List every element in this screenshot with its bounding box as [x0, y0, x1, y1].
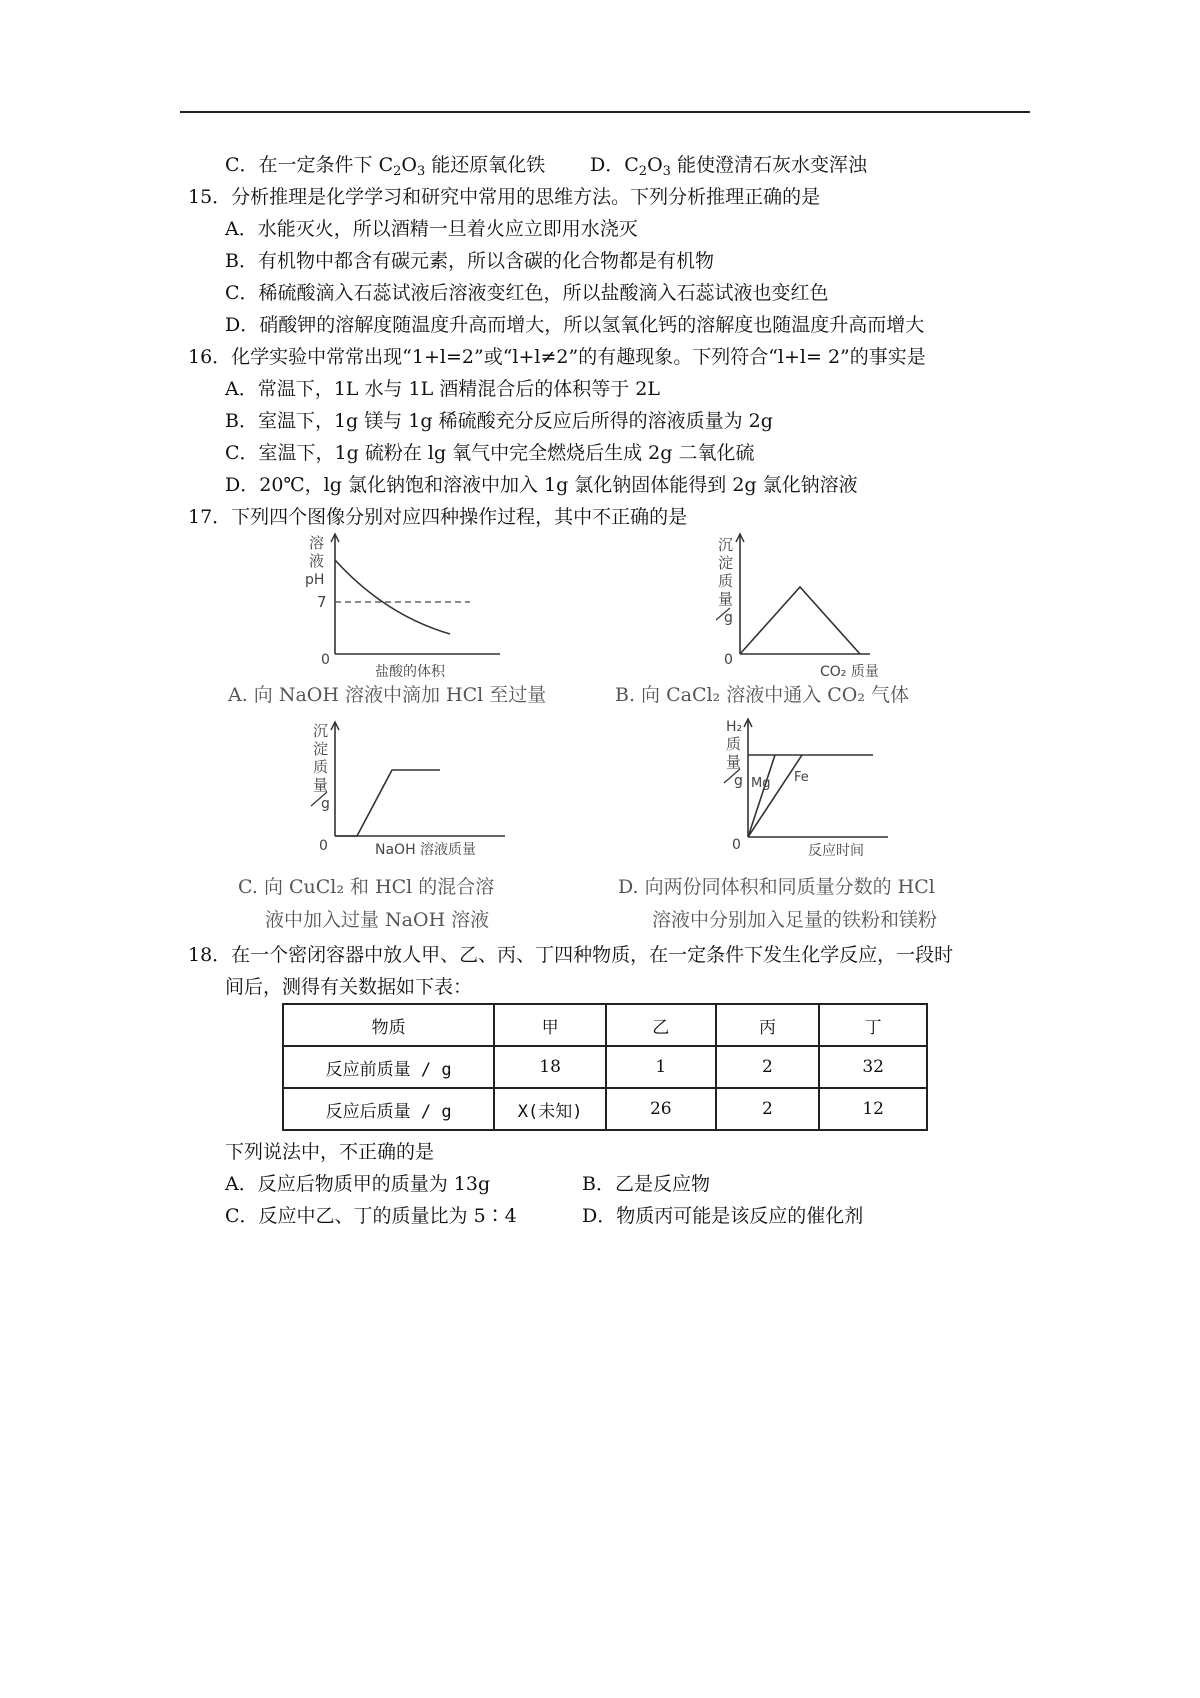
graph-d [718, 715, 918, 864]
graph-b-origin: 0 [724, 652, 733, 668]
graph-d-fe-label: Fe [794, 770, 809, 785]
q18-stem-1: 18．在一个密闭容器中放人甲、乙、丙、丁四种物质，在一定条件下发生化学反应，一段时 [188, 944, 954, 966]
graph-b-xlabel: CO₂ 质量 [820, 664, 879, 680]
graph-a-xlabel: 盐酸的体积 [375, 664, 445, 680]
q16-option-d: D．20℃，lg 氯化钠饱和溶液中加入 1g 氯化钠固体能得到 2g 氯化钠溶液 [225, 474, 858, 496]
graph-a-caption: A. 向 NaOH 溶液中滴加 HCl 至过量 [228, 684, 547, 706]
graph-a-origin: 0 [321, 652, 330, 668]
table-cell: 2 [716, 1088, 820, 1130]
graph-c-ylabel-2: 淀 [313, 740, 329, 758]
graph-d-caption-2: 溶液中分别加入足量的铁粉和镁粉 [652, 909, 938, 931]
graph-b-ylabel-5: g [724, 610, 733, 626]
graph-c-origin: 0 [319, 838, 328, 854]
graph-c [305, 718, 535, 862]
table-cell: 反应后质量 / g [283, 1088, 494, 1130]
table-cell: 2 [716, 1046, 820, 1088]
graph-d-ylabel-4: g [734, 773, 743, 789]
graph-d-mg-line [748, 755, 775, 837]
q15-option-a: A．水能灭火，所以酒精一旦着火应立即用水浇灭 [225, 218, 638, 240]
graph-b-ylabel-2: 淀 [718, 554, 734, 572]
graph-d-caption-1: D. 向两份同体积和同质量分数的 HCl [618, 876, 935, 898]
graph-b-caption: B. 向 CaCl₂ 溶液中通入 CO₂ 气体 [615, 684, 910, 706]
q15-option-b: B．有机物中都含有碳元素，所以含碳的化合物都是有机物 [225, 250, 714, 272]
q18-option-a: A．反应后物质甲的质量为 13g [225, 1173, 491, 1195]
graph-d-ylabel-2: 质 [726, 735, 742, 753]
graph-c-caption-1: C. 向 CuCl₂ 和 HCl 的混合溶 [238, 876, 495, 898]
graph-c-caption-2: 液中加入过量 NaOH 溶液 [265, 909, 490, 931]
table-cell: 12 [819, 1088, 927, 1130]
q18-option-b: B．乙是反应物 [582, 1173, 710, 1195]
graph-a-ylabel-2: 液 [309, 552, 325, 570]
q17-stem: 17．下列四个图像分别对应四种操作过程，其中不正确的是 [188, 506, 688, 528]
q14-option-d: D．$C_2O_3$ 能使澄清石灰水变浑浊 [590, 154, 867, 179]
graph-b-curve [740, 587, 860, 654]
table-cell: 18 [494, 1046, 606, 1088]
q15-option-d: D．硝酸钾的溶解度随温度升高而增大，所以氢氧化钙的溶解度也随温度升高而增大 [225, 314, 925, 336]
table-cell: 26 [606, 1088, 716, 1130]
table-header-cell: 乙 [606, 1004, 716, 1046]
q18-data-table [282, 1003, 928, 1131]
q16-option-a: A．常温下，1L 水与 1L 酒精混合后的体积等于 2L [225, 378, 660, 400]
q18-stem-2: 间后，测得有关数据如下表： [225, 976, 473, 998]
table-row [283, 1046, 927, 1088]
table-cell: 反应前质量 / g [283, 1046, 494, 1088]
graph-b [710, 530, 910, 684]
graph-b-ylabel-3: 质 [718, 572, 734, 590]
graph-d-xlabel: 反应时间 [808, 843, 864, 859]
q18-prompt: 下列说法中，不正确的是 [225, 1141, 435, 1163]
table-header-cell: 甲 [494, 1004, 606, 1046]
table-row [283, 1088, 927, 1130]
q14-option-c: C．在一定条件下 $C_2O_3$ 能还原氧化铁 [225, 154, 546, 179]
graph-c-ylabel-4: 量 [313, 776, 329, 794]
table-header-cell: 丙 [716, 1004, 820, 1046]
graph-a-ylabel-1: 溶 [309, 534, 325, 552]
q16-stem: 16．化学实验中常常出现“1+l=2”或“l+l≠2”的有趣现象。下列符合“l+l= 2”的事实是 [188, 346, 926, 368]
q18-option-c: C．反应中乙、丁的质量比为 5∶4 [225, 1205, 517, 1227]
graph-b-ylabel-4: 量 [718, 590, 734, 608]
table-cell: 32 [819, 1046, 927, 1088]
graph-d-ylabel-3: 量 [726, 753, 742, 771]
graph-a [295, 530, 515, 684]
graph-d-mg-label: Mg [751, 776, 771, 791]
table-header-cell: 物质 [283, 1004, 494, 1046]
table-header-row [283, 1004, 927, 1046]
q15-stem: 15．分析推理是化学学习和研究中常用的思维方法。下列分析推理正确的是 [188, 186, 821, 208]
graph-d-ylabel-1: H₂ [726, 719, 743, 735]
graph-c-ylabel-5: g [321, 796, 330, 812]
q15-option-c: C．稀硫酸滴入石蕊试液后溶液变红色，所以盐酸滴入石蕊试液也变红色 [225, 282, 829, 304]
q18-option-d: D．物质丙可能是该反应的催化剂 [582, 1205, 864, 1227]
graph-c-ylabel-1: 沉 [313, 722, 329, 740]
graph-a-seven: 7 [317, 593, 327, 611]
graph-b-ylabel-1: 沉 [718, 536, 734, 554]
q16-option-b: B．室温下，1g 镁与 1g 稀硫酸充分反应后所得的溶液质量为 2g [225, 410, 773, 432]
graph-c-xlabel: NaOH 溶液质量 [375, 842, 477, 858]
q16-option-c: C．室温下，1g 硫粉在 lg 氧气中完全燃烧后生成 2g 二氧化硫 [225, 442, 755, 464]
graph-d-origin: 0 [732, 837, 741, 853]
graph-c-ylabel-3: 质 [313, 758, 329, 776]
table-header-cell: 丁 [819, 1004, 927, 1046]
table-cell: 1 [606, 1046, 716, 1088]
graph-a-curve [335, 560, 450, 634]
table-cell: X(未知) [494, 1088, 606, 1130]
graph-c-curve [335, 770, 440, 836]
graph-d-fe-line [748, 755, 802, 837]
header-rule [180, 111, 1030, 113]
graph-a-ylabel-3: pH [305, 572, 325, 588]
